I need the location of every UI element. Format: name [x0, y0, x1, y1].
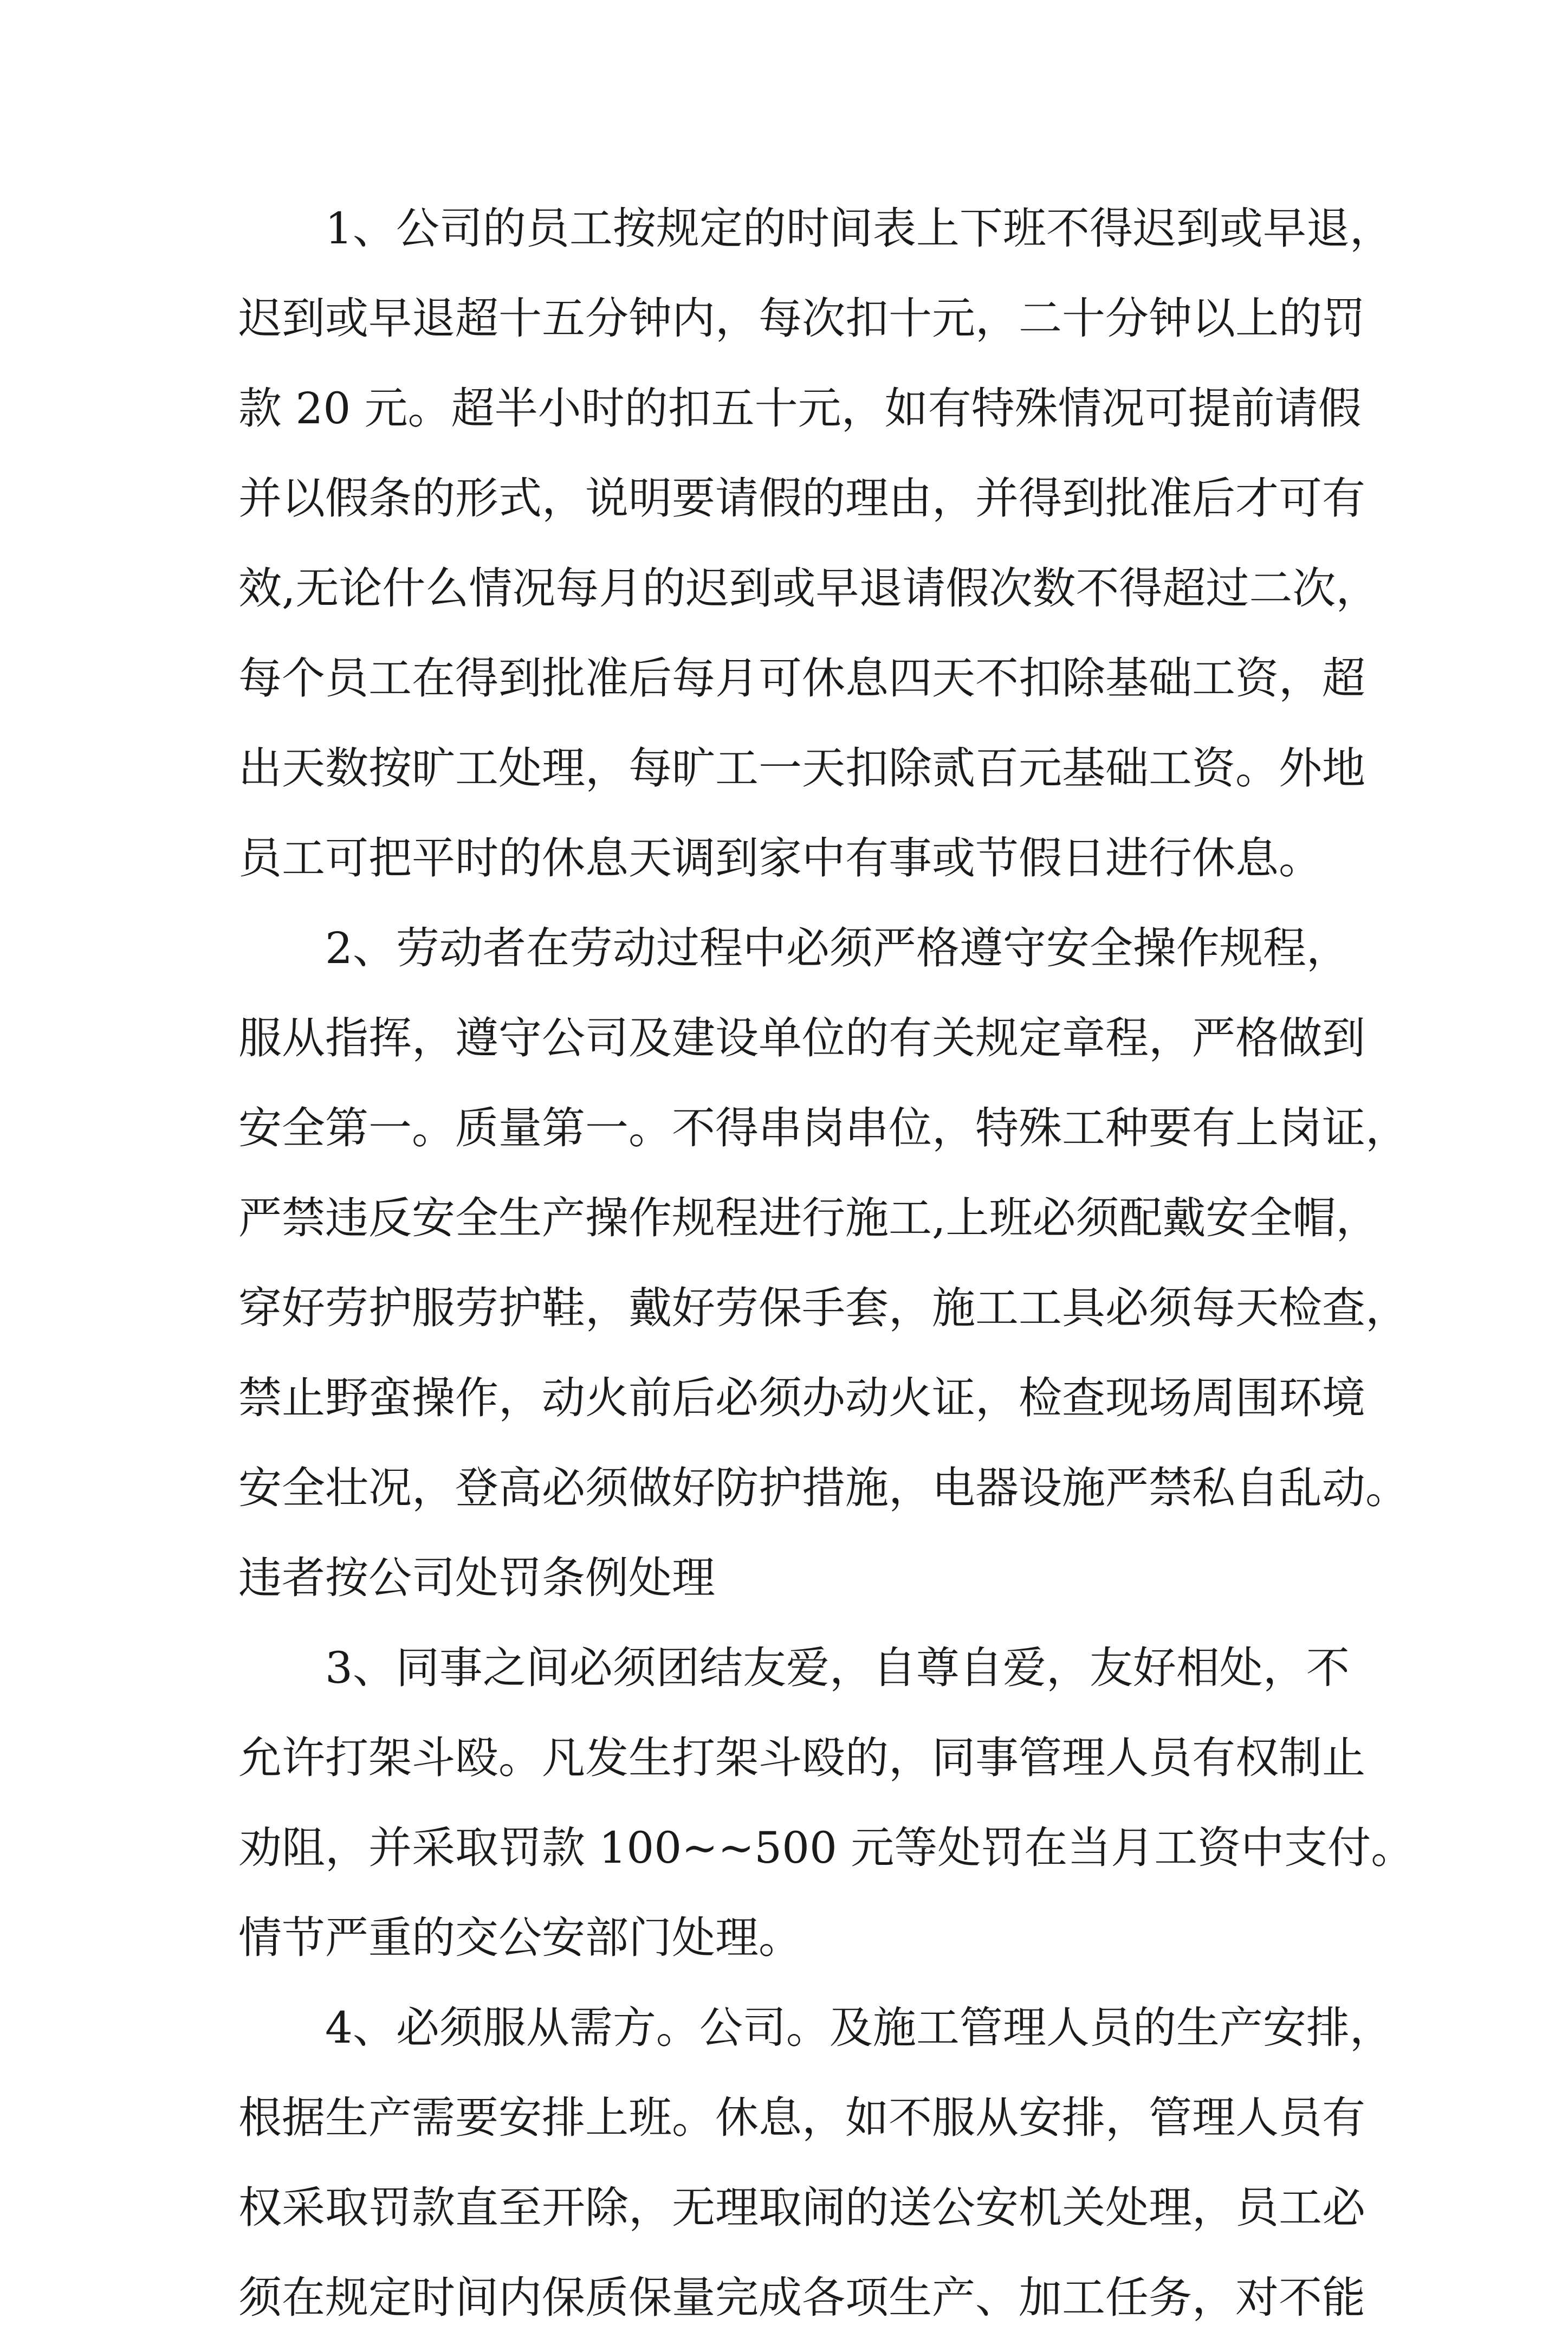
- paragraph-3-line-4: 情节严重的交公安部门处理。: [238, 1913, 802, 1963]
- paragraph-1-line-6: 每个员工在得到批准后每月可休息四天不扣除基础工资，超: [238, 653, 1365, 703]
- paragraph-3-line-3: 劝阻，并采取罚款 100~~500 元等处罚在当月工资中支付。: [238, 1823, 1415, 1873]
- paragraph-1-line-3: 款 20 元。超半小时的扣五十元，如有特殊情况可提前请假: [238, 383, 1362, 434]
- paragraph-4-line-2: 根据生产需要安排上班。休息，如不服从安排，管理人员有: [238, 2092, 1365, 2143]
- paragraph-2-line-1: 2、劳动者在劳动过程中必须严格遵守安全操作规程，: [238, 923, 1350, 973]
- paragraph-1-line-8: 员工可把平时的休息天调到家中有事或节假日进行休息。: [238, 833, 1322, 883]
- paragraph-3-line-2: 允许打架斗殴。凡发生打架斗殴的，同事管理人员有权制止: [238, 1733, 1365, 1783]
- paragraph-1-line-1: 1、公司的员工按规定的时间表上下班不得迟到或早退，: [238, 203, 1393, 254]
- paragraph-2-line-8: 违者按公司处罚条例处理: [238, 1553, 715, 1603]
- paragraph-2-line-3: 安全第一。质量第一。不得串岗串位，特殊工种要有上岗证，: [238, 1103, 1409, 1153]
- paragraph-2-line-5: 穿好劳护服劳护鞋，戴好劳保手套，施工工具必须每天检查，: [238, 1283, 1409, 1333]
- paragraph-1-line-5: 效,无论什么情况每月的迟到或早退请假次数不得超过二次，: [238, 563, 1379, 613]
- paragraph-2-line-2: 服从指挥，遵守公司及建设单位的有关规定章程，严格做到: [238, 1013, 1365, 1063]
- paragraph-1-line-7: 出天数按旷工处理，每旷工一天扣除贰百元基础工资。外地: [238, 743, 1365, 793]
- paragraph-2-line-4: 严禁违反安全生产操作规程进行施工,上班必须配戴安全帽，: [238, 1193, 1379, 1243]
- paragraph-2-line-6: 禁止野蛮操作，动火前后必须办动火证，检查现场周围环境: [238, 1373, 1365, 1423]
- paragraph-4-line-4: 须在规定时间内保质保量完成各项生产、加工任务，对不能: [238, 2272, 1365, 2323]
- paragraph-4-line-1: 4、必须服从需方。公司。及施工管理人员的生产安排，: [238, 2003, 1393, 2053]
- paragraph-4-line-3: 权采取罚款直至开除，无理取闹的送公安机关处理，员工必: [238, 2182, 1365, 2233]
- paragraph-1-line-4: 并以假条的形式，说明要请假的理由，并得到批准后才可有: [238, 473, 1365, 524]
- paragraph-2-line-7: 安全壮况，登高必须做好防护措施，电器设施严禁私自乱动。: [238, 1463, 1409, 1513]
- paragraph-1-line-2: 迟到或早退超十五分钟内，每次扣十元，二十分钟以上的罚: [238, 293, 1365, 344]
- paragraph-3-line-1: 3、同事之间必须团结友爱，自尊自爱，友好相处，不: [238, 1643, 1350, 1693]
